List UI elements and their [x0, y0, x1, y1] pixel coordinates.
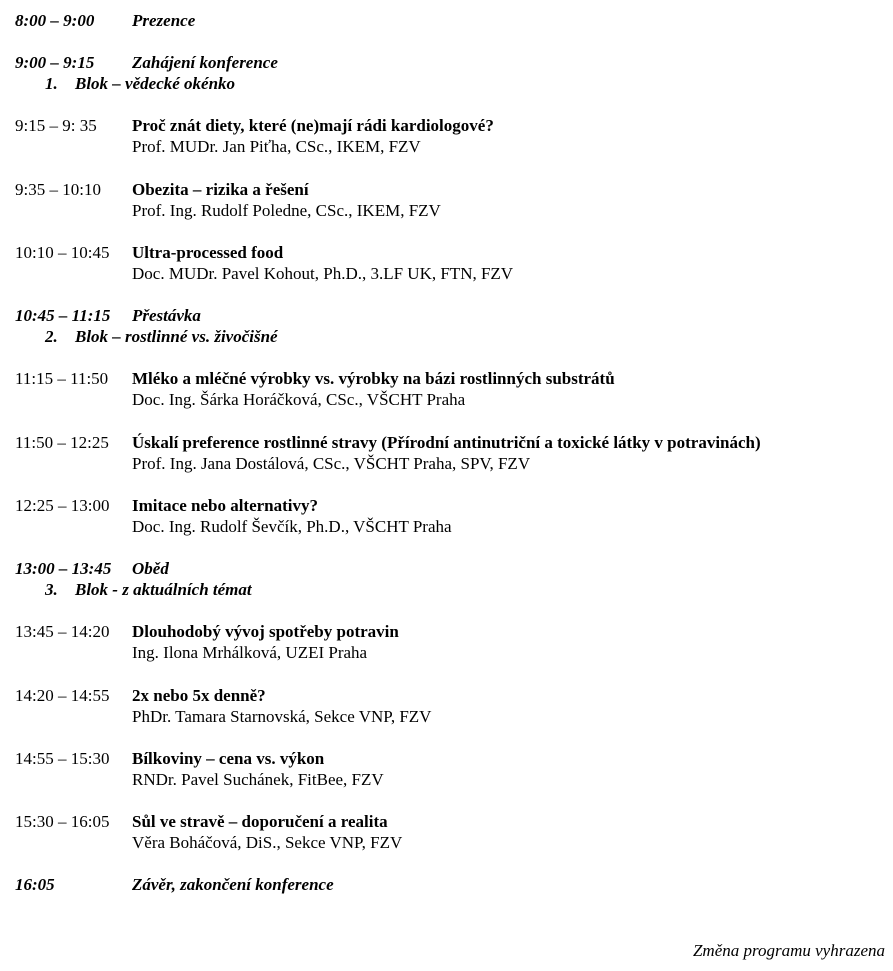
row-speaker: Prof. MUDr. Jan Piťha, CSc., IKEM, FZV — [132, 137, 421, 156]
block-title: Blok - z aktuálních témat — [75, 580, 252, 599]
row-time: 16:05 — [15, 875, 55, 894]
program-row — [15, 496, 318, 516]
row-time: 14:55 – 15:30 — [15, 749, 110, 768]
block-title: Blok – rostlinné vs. živočišné — [75, 327, 278, 346]
row-title: Sůl ve stravě – doporučení a realita — [132, 812, 388, 831]
row-time: 13:45 – 14:20 — [15, 622, 110, 641]
program-row — [15, 812, 388, 832]
block-heading — [45, 580, 252, 600]
row-title: Přestávka — [132, 306, 201, 325]
program-row — [15, 749, 324, 769]
row-speaker: Věra Boháčová, DiS., Sekce VNP, FZV — [132, 833, 403, 852]
footer-note: Změna programu vyhrazena — [692, 941, 885, 960]
row-time: 9:15 – 9: 35 — [15, 116, 97, 135]
block-heading — [45, 74, 235, 94]
block-number: 3. — [45, 580, 58, 599]
program-row — [15, 11, 195, 31]
row-time: 10:45 – 11:15 — [15, 306, 111, 325]
row-time: 9:00 – 9:15 — [15, 53, 95, 72]
row-title: Mléko a mléčné výrobky vs. výrobky na bázi rostlinných substrátů — [132, 369, 615, 388]
row-title: Úskalí preference rostlinné stravy (Přírodní antinutriční a toxické látky v potravinách) — [132, 433, 761, 452]
row-time: 8:00 – 9:00 — [15, 11, 95, 30]
row-time: 15:30 – 16:05 — [15, 812, 110, 831]
row-title: 2x nebo 5x denně? — [132, 686, 266, 705]
block-title: Blok – vědecké okénko — [75, 74, 236, 93]
row-title: Proč znát diety, které (ne)mají rádi kardiologové? — [132, 116, 494, 135]
row-title: Zahájení konference — [132, 53, 278, 72]
row-speaker: Prof. Ing. Jana Dostálová, CSc., VŠCHT Praha, SPV, FZV — [132, 454, 531, 473]
row-time: 13:00 – 13:45 — [15, 559, 112, 578]
row-speaker: Ing. Ilona Mrhálková, UZEI Praha — [132, 643, 368, 662]
program-row — [15, 433, 761, 453]
row-title: Prezence — [132, 11, 196, 30]
row-speaker: Doc. Ing. Rudolf Ševčík, Ph.D., VŠCHT Praha — [132, 517, 452, 536]
block-number: 1. — [45, 74, 58, 93]
row-title: Závěr, zakončení konference — [132, 875, 334, 894]
program-row — [15, 875, 334, 895]
row-title: Oběd — [132, 559, 169, 578]
row-speaker: Doc. MUDr. Pavel Kohout, Ph.D., 3.LF UK, FTN, FZV — [132, 264, 514, 283]
program-row — [15, 243, 283, 263]
program-row — [15, 686, 266, 706]
row-title: Ultra-processed food — [132, 243, 284, 262]
row-title: Bílkoviny – cena vs. výkon — [132, 749, 325, 768]
program-row — [15, 622, 399, 642]
row-time: 11:15 – 11:50 — [15, 369, 109, 388]
program-row — [15, 53, 278, 73]
row-title: Imitace nebo alternativy? — [132, 496, 319, 515]
row-speaker: PhDr. Tamara Starnovská, Sekce VNP, FZV — [132, 707, 432, 726]
program-row — [15, 559, 169, 579]
row-time: 12:25 – 13:00 — [15, 496, 110, 515]
block-heading — [45, 327, 278, 347]
row-speaker: RNDr. Pavel Suchánek, FitBee, FZV — [132, 770, 384, 789]
row-title: Obezita – rizika a řešení — [132, 180, 309, 199]
row-time: 9:35 – 10:10 — [15, 180, 101, 199]
program-row — [15, 369, 615, 389]
program-row — [15, 116, 494, 136]
row-time: 10:10 – 10:45 — [15, 243, 110, 262]
row-time: 11:50 – 12:25 — [15, 433, 109, 452]
row-speaker: Prof. Ing. Rudolf Poledne, CSc., IKEM, FZV — [132, 201, 441, 220]
program-row — [15, 180, 309, 200]
block-number: 2. — [45, 327, 58, 346]
program-row — [15, 306, 201, 326]
row-speaker: Doc. Ing. Šárka Horáčková, CSc., VŠCHT Praha — [132, 390, 466, 409]
row-title: Dlouhodobý vývoj spotřeby potravin — [132, 622, 399, 641]
row-time: 14:20 – 14:55 — [15, 686, 110, 705]
